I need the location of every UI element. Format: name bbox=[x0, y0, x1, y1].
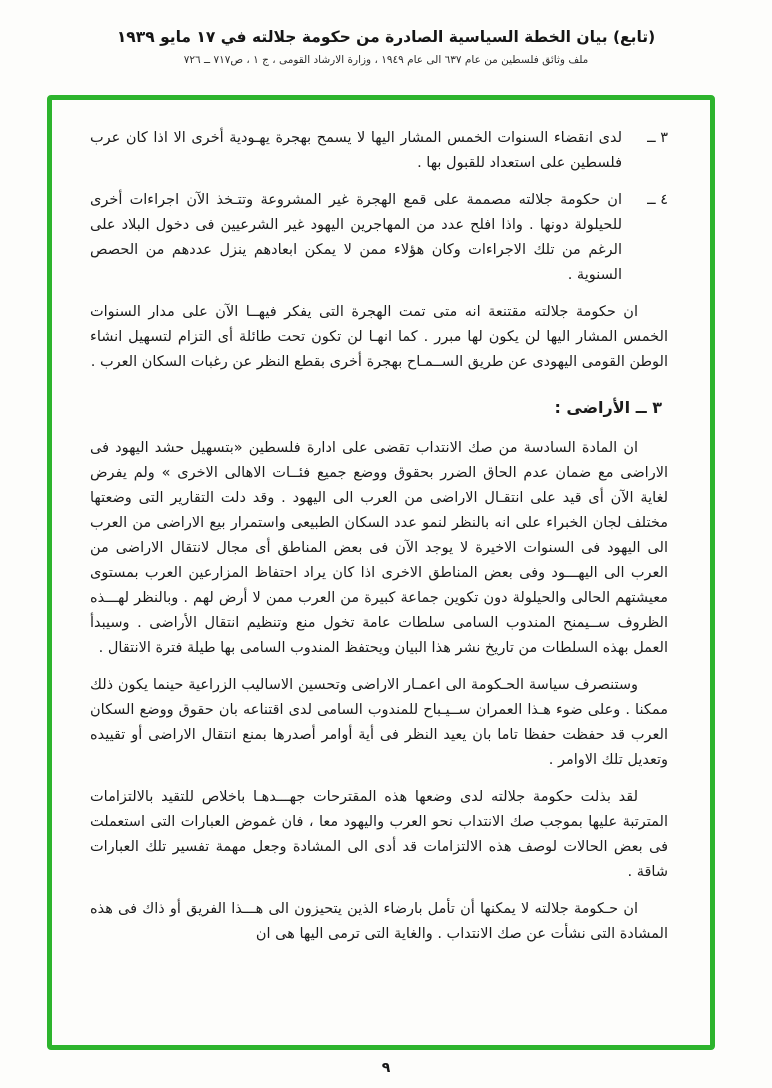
item-number: ٣ ــ bbox=[647, 130, 668, 146]
paragraph: ان المادة السادسة من صك الانتداب تقضى على ادارة فلسطين «بتسهيل حشد اليهود فى الاراضى مع ضمان عدم الحاق الضرر بحقوق ووضع جميع فئــات الاهالى الاخرى » ولم يفرض لغاية الآن أى قيد على انتقـال الاراضى من العرب الى اليهود . وقد دلت التقارير التى وضعتها مختلف لجان الخبراء على انه بالنظر لنمو عدد السكان الطبيعى واستمرار بيع الاراضى من العرب الى اليهود فى السنوات الاخيرة لا يوجد الآن فى بعض المناطق أى مجال لانتقال الاراضى من العرب الى اليهـــود وفى بعض المناطق الاخرى اذا كان يراد احتفاظ المزارعين العرب بمستوى معيشتهم الحالى والحيلولة دون تكوين جماعة كبيرة من العرب ممن لا أرض لهم . وبالنظر لهـــذه الظروف ســيمنح المندوب السامى سلطات عامة تخول منع وتنظيم انتقال الأراضى . وسيبدأ العمل بهذه السلطات من تاريخ نشر هذا البيان ويحتفظ المندوب السامى بها طيلة فترة الانتقال . bbox=[90, 440, 668, 656]
document-title: (تابع) بيان الخطة السياسية الصادرة من حكومة جلالته في ١٧ مايو ١٩٣٩ bbox=[116, 28, 656, 46]
section-heading-lands: ٣ ــ الأراضى : bbox=[554, 398, 662, 417]
document-source-line: ملف وثائق فلسطين من عام ٦٣٧ الى عام ١٩٤٩ ، وزارة الارشاد القومى ، ج ١ ، ص٧١٧ ــ ٧٢٦ bbox=[183, 54, 589, 66]
document-header bbox=[0, 28, 772, 66]
document-body bbox=[90, 126, 668, 947]
page-number: ٩ bbox=[381, 1060, 391, 1076]
paragraph: وستنصرف سياسة الحـكومة الى اعمـار الاراضى وتحسين الاساليب الزراعية حينما يكون ذلك ممكنا . وعلى ضوء هـذا العمران ســيـباح للمندوب السامى لدى اقتناعه بان حقوق ووضع السكان العرب قد حفظت حفظا تاما بان يعيد النظر فى أية أوامر أصدرها بمنع انتقال الاراضى أو تقييده وتعديل تلك الاوامر . bbox=[90, 677, 668, 768]
numbered-item-4 bbox=[90, 188, 668, 288]
item-text: ان حكومة جلالته مصممة على قمع الهجرة غير المشروعة وتتـخذ الآن اجراءات أخرى للحيلولة دونها . واذا افلح عدد من المهاجرين اليهود غير الشرعيين فى دخول البلاد على الرغم من تلك الاجراءات وكان هؤلاء ممن لا يمكن ابعادهم ينزل عددهم من الحصص السنوية . bbox=[90, 192, 622, 283]
paragraph: ان حكومة جلالته مقتنعة انه متى تمت الهجرة التى يفكر فيهــا الآن على مدار السنوات الخمس المشار اليها لن يكون لها مبرر . كما انهـا لن تكون تحت طائلة أى التزام لتسهيل انشاء الوطن القومى اليهودى عن طريق الســمـاح بهجرة أخرى بقطع النظر عن رغبات السكان العرب . bbox=[90, 304, 668, 370]
page-footer bbox=[0, 1057, 772, 1076]
item-text: لدى انقضاء السنوات الخمس المشار اليها لا يسمح بهجرة يهـودية أخرى الا اذا كان عرب فلسطين على استعداد للقبول بها . bbox=[90, 130, 622, 171]
paragraph: ان حـكومة جلالته لا يمكنها أن تأمل بارضاء الذين يتحيزون الى هـــذا الفريق أو ذاك فى هذه المشادة التى نشأت عن صك الانتداب . والغاية التى ترمى اليها هى ان bbox=[90, 901, 668, 942]
content-frame bbox=[47, 95, 715, 1050]
item-number: ٤ ــ bbox=[647, 192, 668, 208]
paragraph: لقد بذلت حكومة جلالته لدى وضعها هذه المقترحات جهـــدهـا باخلاص للتقيد بالالتزامات المترتبة عليها بموجب صك الانتداب نحو العرب واليهود معا ، فان غموض العبارات التى استعملت فى بعض الحالات لوصف هذه الالتزامات قد أدى الى المشادة وجعل مهمة تفسير تلك العبارات شاقة . bbox=[90, 789, 668, 880]
numbered-item-3 bbox=[90, 126, 668, 176]
